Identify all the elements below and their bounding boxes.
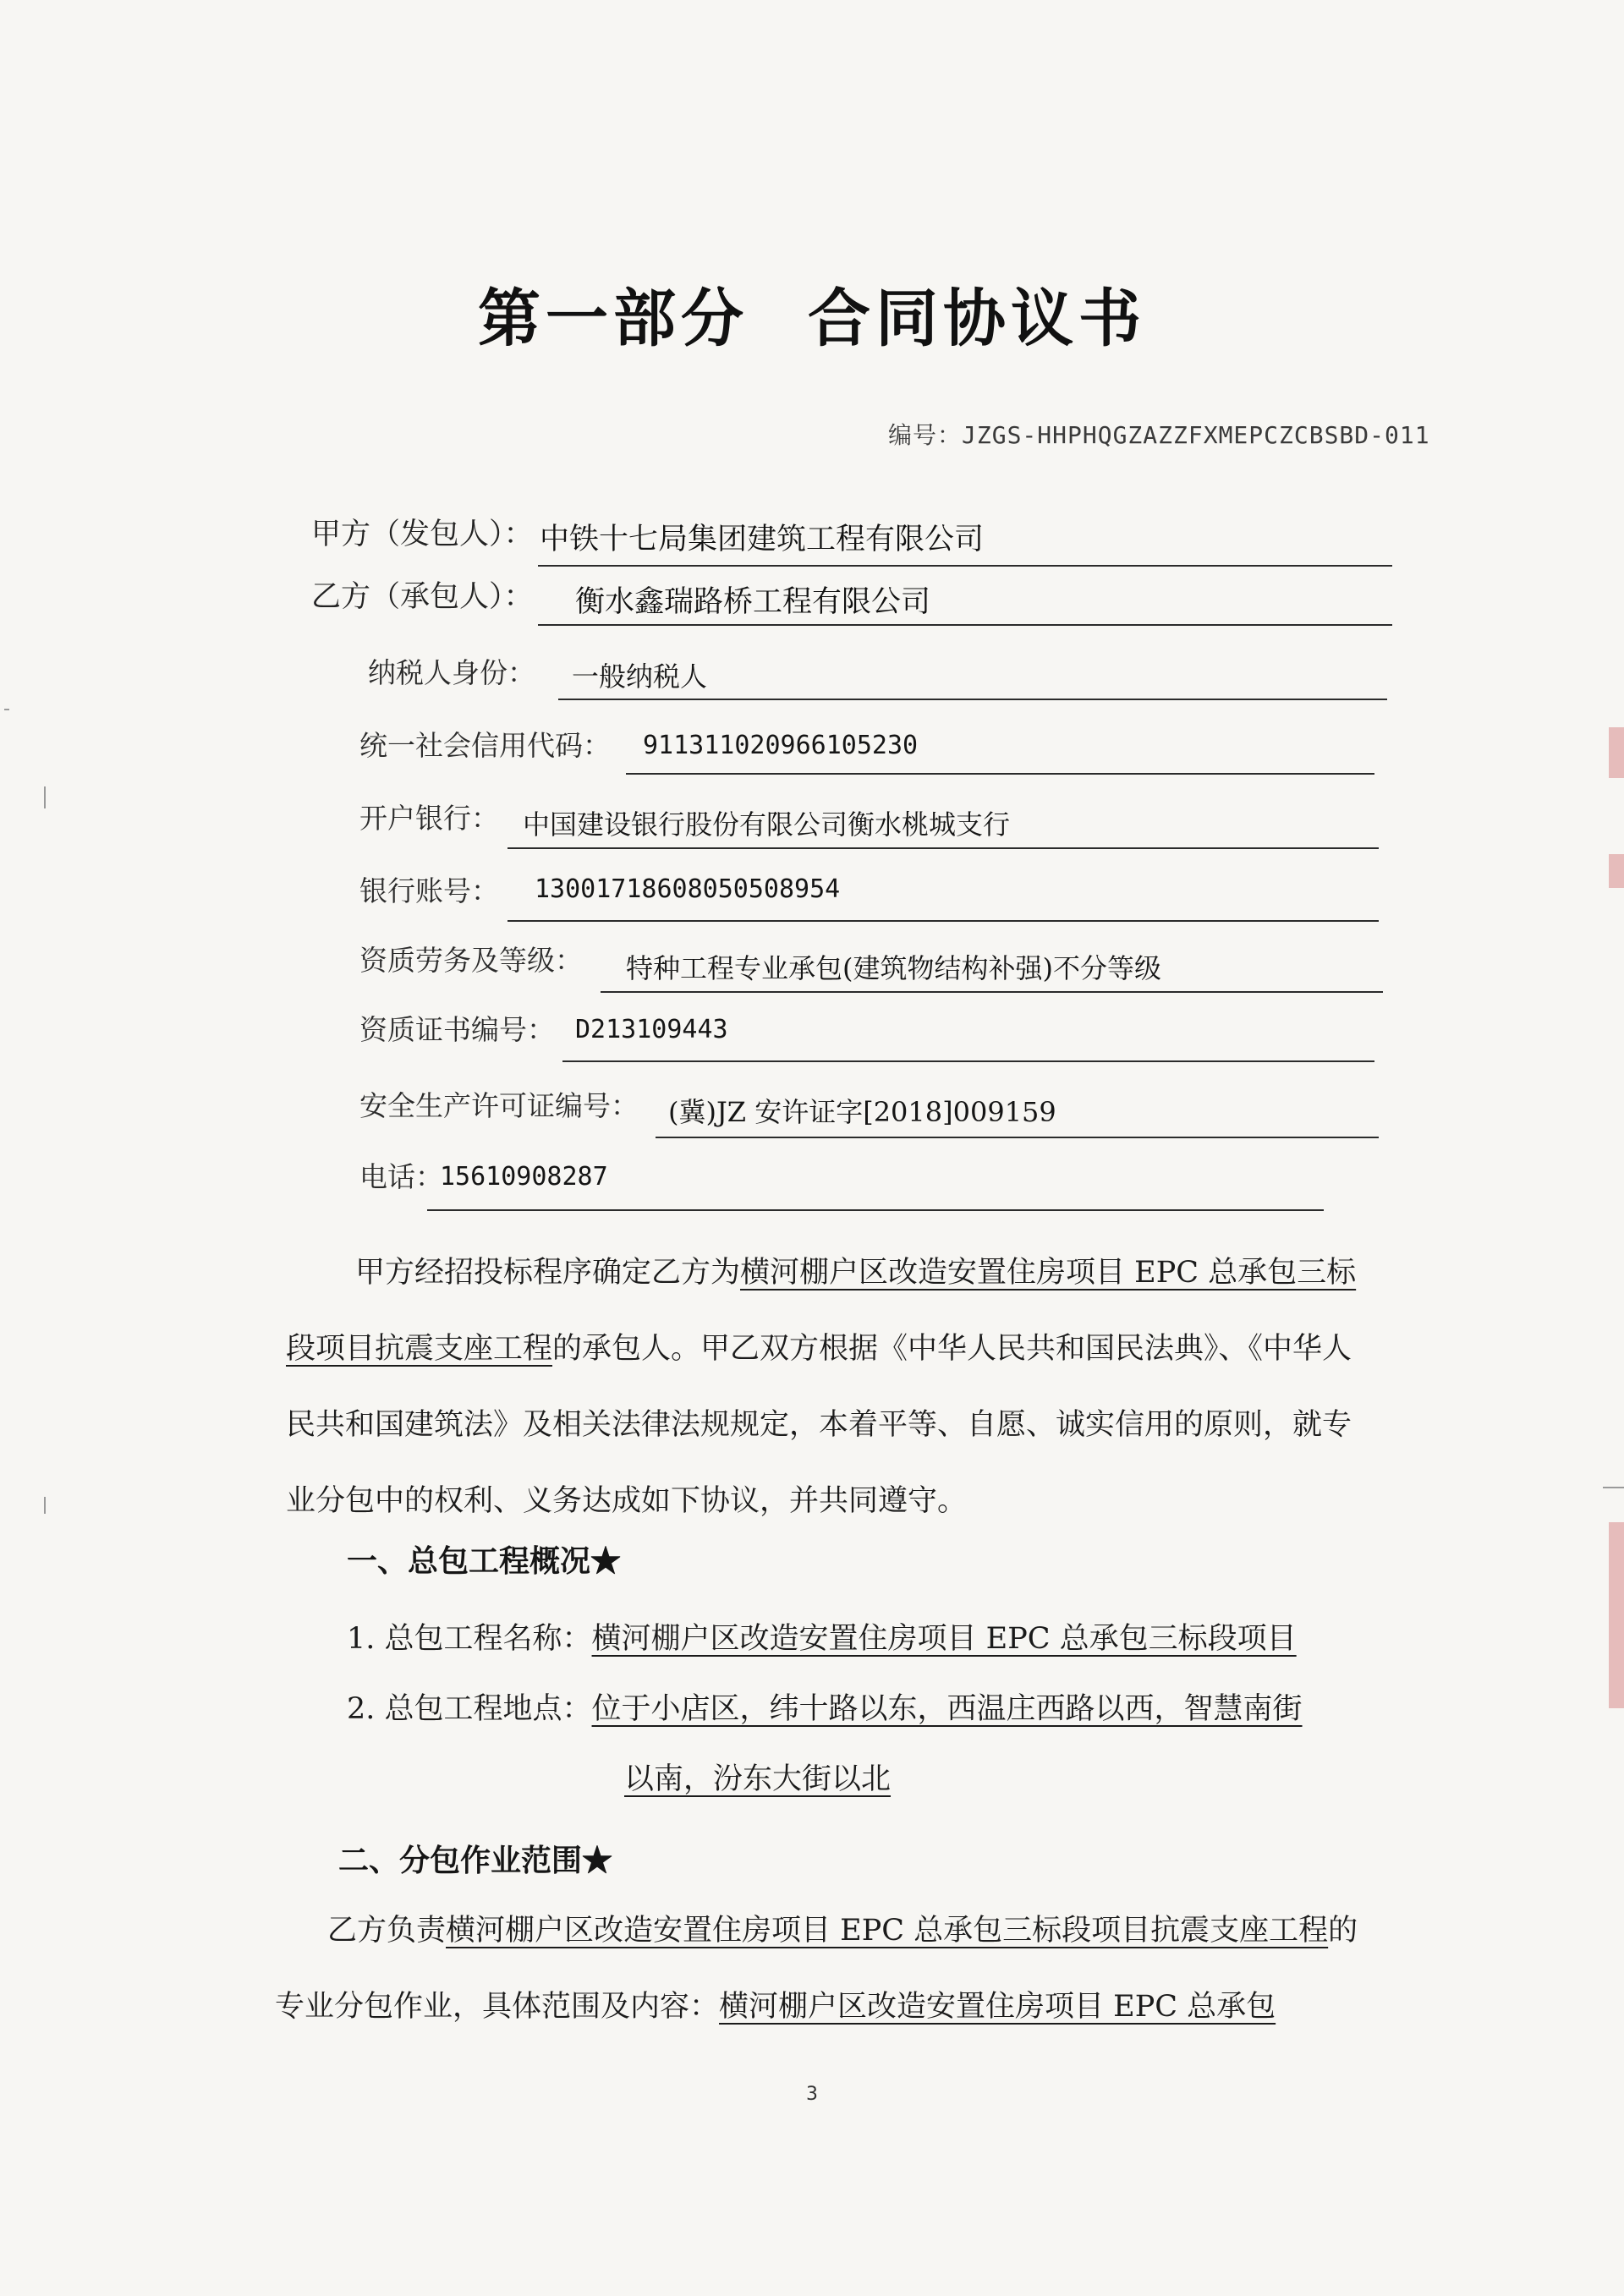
certificate-no-underline: [562, 1060, 1374, 1062]
credit-code-value: 911311020966105230: [643, 731, 919, 760]
bank-label: 开户银行：: [359, 802, 499, 835]
scope-text-2: 的专业分包作业，具体范围及内容：: [275, 1914, 1358, 2024]
scope-text-1: 乙方负责: [327, 1914, 447, 1948]
project-name-value: 横河棚户区改造安置住房项目 EPC 总承包三标段项目: [591, 1622, 1297, 1656]
project-location-label: 2. 总包工程地点：: [347, 1692, 592, 1726]
project-location-item: [347, 1685, 1303, 1728]
account-underline: [508, 920, 1379, 922]
account-value: 13001718608050508954: [535, 874, 841, 904]
title-name: 合同协议书: [808, 282, 1146, 355]
section-2-heading: 二、分包作业范围★: [338, 1843, 613, 1878]
qualification-value: 特种工程专业承包(建筑物结构补强)不分等级: [626, 952, 1161, 984]
certificate-no-value: D213109443: [575, 1015, 728, 1044]
party-b-value: 衡水鑫瑞路桥工程有限公司: [575, 585, 931, 619]
bank-value: 中国建设银行股份有限公司衡水桃城支行: [523, 808, 1011, 841]
title-part: 第一部分: [478, 282, 749, 355]
party-b-label: 乙方（承包人）：: [311, 580, 534, 614]
scan-mark: [44, 1497, 46, 1514]
intro-text-1: 甲方经招投标程序确定乙方为: [355, 1256, 741, 1290]
page-number: 3: [806, 2084, 818, 2105]
bank-underline: [508, 847, 1379, 849]
project-name-item: [347, 1615, 1297, 1658]
scan-mark: [1603, 1487, 1624, 1488]
party-a-label: 甲方（发包人）：: [311, 518, 534, 551]
section-1-heading: 一、总包工程概况★: [347, 1543, 622, 1579]
safety-license-underline: [656, 1137, 1379, 1138]
project-name-label: 1. 总包工程名称：: [347, 1622, 592, 1656]
intro-text-2: 的承包人。甲乙双方根据《中华人民共和国民法典》、《中华人民共和国建筑法》及相关法律法规规定，本着平等、自愿、诚实信用的原则，就专业分包中的权利、义务达成如下协议，并共同遵守。: [286, 1332, 1352, 1518]
seal-edge: [1609, 727, 1624, 778]
project-location-value-line-1: 位于小店区，纬十路以东，西温庄西路以西，智慧南街: [591, 1692, 1303, 1726]
project-location-value-line-2: 以南，汾东大街以北: [624, 1762, 892, 1796]
phone-underline: [427, 1209, 1324, 1211]
intro-paragraph: [286, 1235, 1377, 1539]
contract-number: 编号：JZGS-HHPHQGZAZZFXMEPCZCBSBD-011: [888, 421, 1430, 449]
certificate-no-label: 资质证书编号：: [359, 1013, 555, 1046]
credit-code-label: 统一社会信用代码：: [359, 729, 611, 762]
party-a-value: 中铁十七局集团建筑工程有限公司: [540, 523, 985, 556]
scope-paragraph: [275, 1893, 1370, 2045]
scope-detail-project: 横河棚户区改造安置住房项目 EPC 总承包: [719, 1990, 1276, 2024]
scan-mark: [44, 786, 46, 808]
taxpayer-status-underline: [558, 699, 1387, 700]
taxpayer-status-label: 纳税人身份：: [368, 656, 535, 689]
phone-label: 电话：: [359, 1160, 443, 1193]
seal-edge: [1609, 1522, 1624, 1708]
phone-value: 15610908287: [440, 1162, 608, 1192]
intro-project-name: 横河棚户区改造安置住房项目 EPC 总承包三标段项目抗震支座工程: [286, 1256, 1357, 1366]
party-b-underline: [538, 624, 1392, 626]
safety-license-value: (冀)JZ 安许证字[2018]009159: [668, 1096, 1056, 1128]
project-location-line-2: [624, 1756, 891, 1798]
safety-license-label: 安全生产许可证编号：: [359, 1089, 639, 1122]
qualification-underline: [601, 991, 1383, 993]
scope-project-name: 横河棚户区改造安置住房项目 EPC 总承包三标段项目抗震支座工程: [446, 1914, 1329, 1948]
taxpayer-status-value: 一般纳税人: [572, 660, 708, 693]
seal-edge: [1609, 854, 1624, 888]
scan-mark: [4, 709, 9, 710]
page-title: [0, 269, 1624, 359]
account-label: 银行账号：: [359, 874, 499, 907]
qualification-label: 资质劳务及等级：: [359, 944, 583, 977]
party-a-underline: [538, 565, 1392, 567]
credit-code-underline: [626, 773, 1374, 775]
